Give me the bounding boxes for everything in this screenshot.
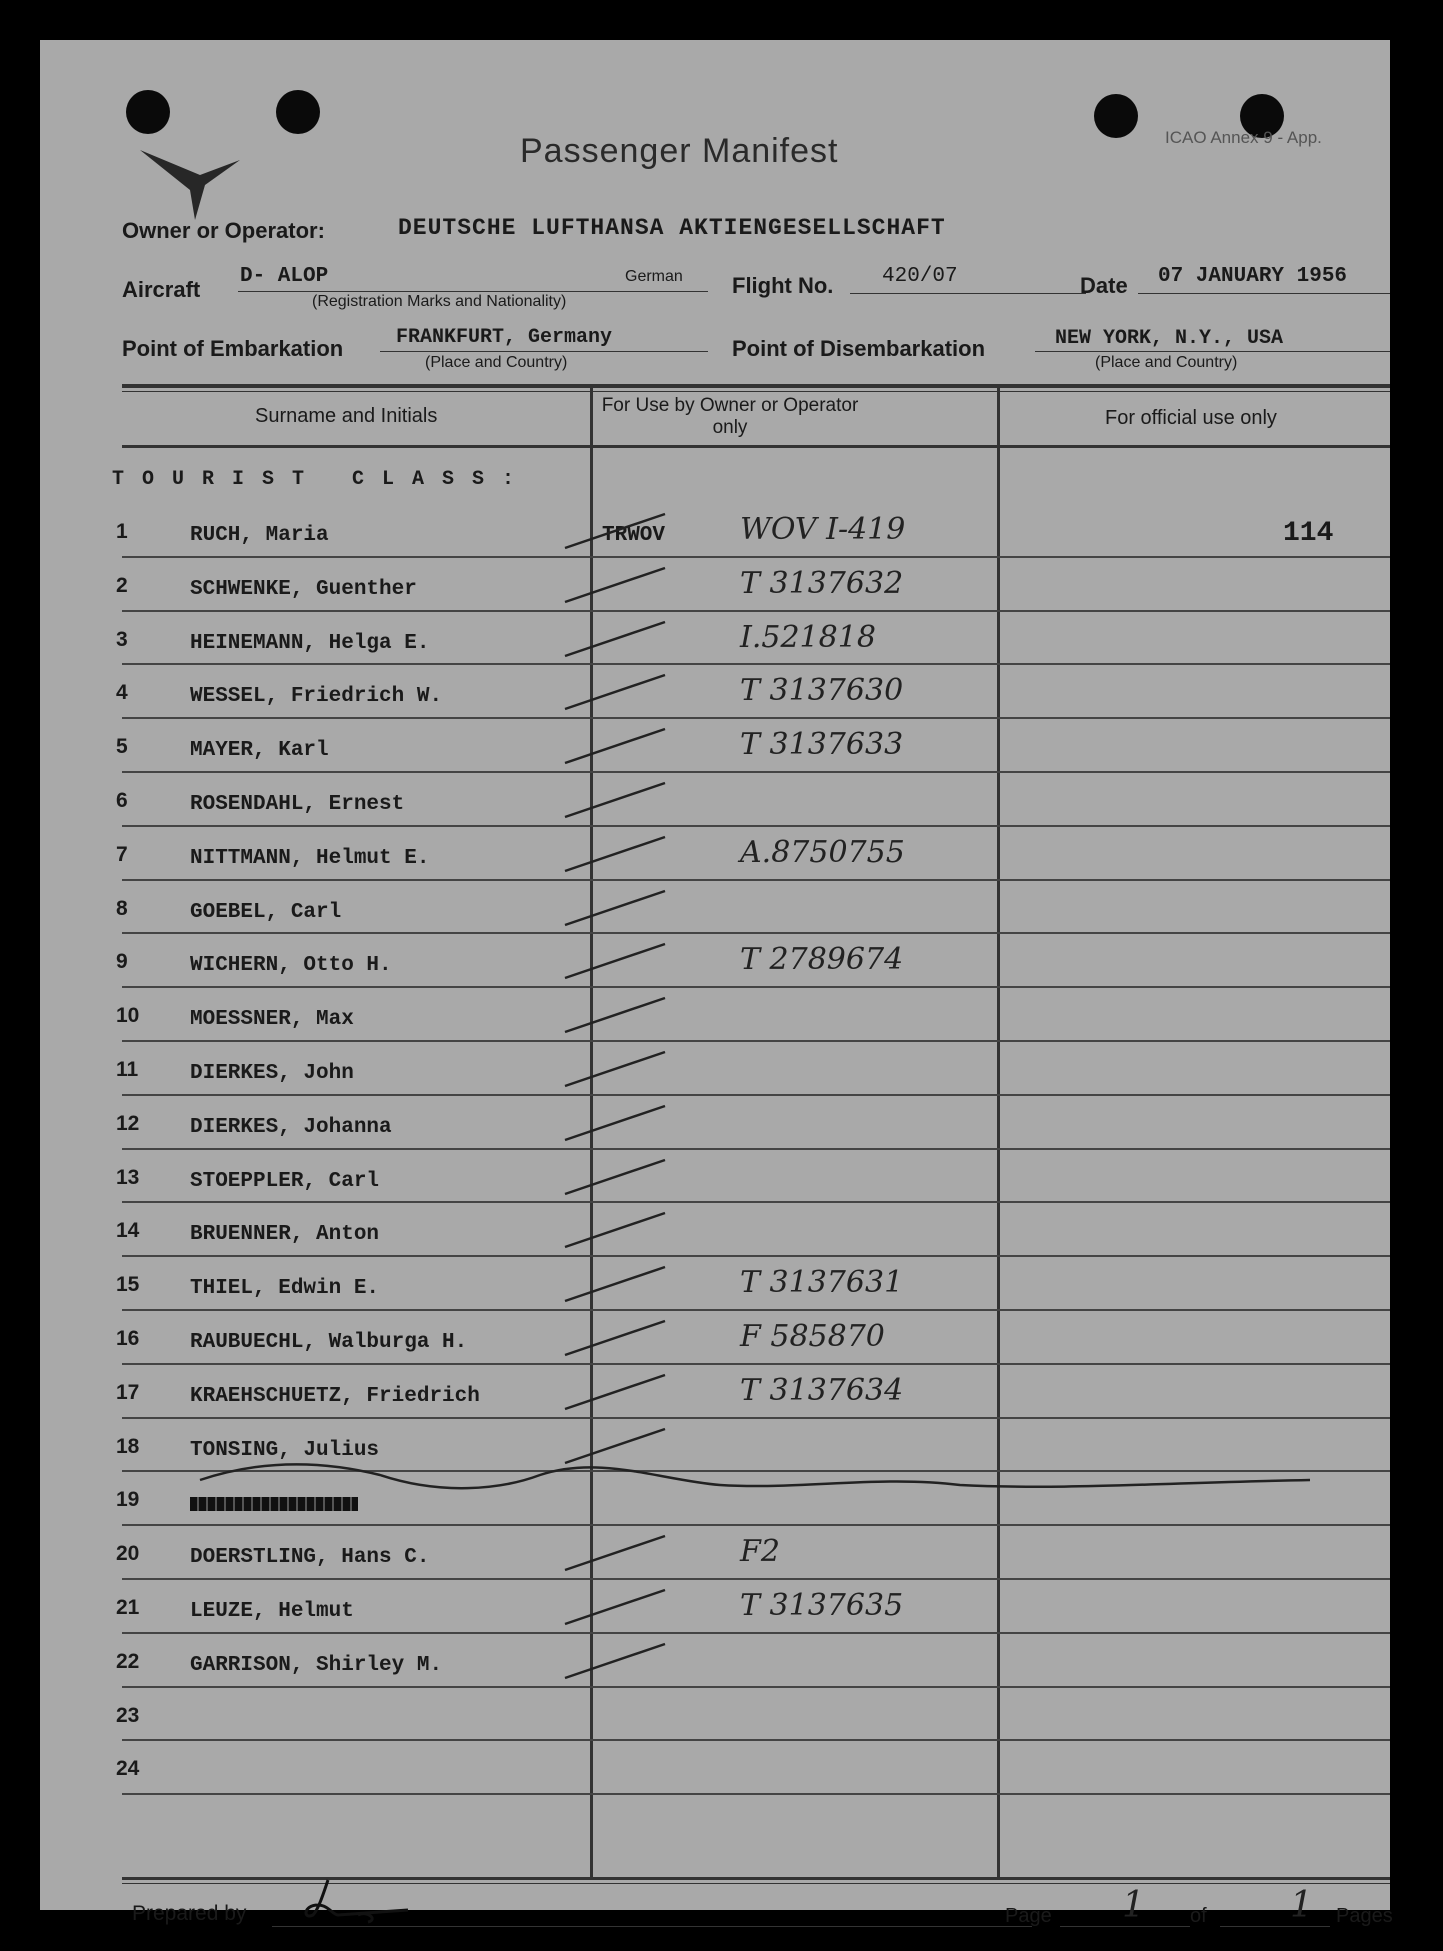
passport-number: T 3137635 [740, 1588, 904, 1623]
crane-logo-icon [130, 120, 250, 230]
row-divider [122, 1793, 1390, 1795]
punch-hole [1094, 94, 1138, 138]
row-number: 3 [116, 627, 128, 651]
row-divider [122, 717, 1390, 719]
row-number: 2 [116, 573, 128, 597]
strike-through-scribble [200, 1455, 1320, 1505]
row-number: 21 [116, 1596, 140, 1619]
row-divider [122, 1040, 1390, 1042]
passenger-name: BRUENNER, Anton [190, 1223, 380, 1247]
check-mark-icon [555, 560, 675, 610]
row-number: 22 [116, 1649, 140, 1673]
check-mark-icon [555, 829, 675, 879]
page-label: Page [1005, 1905, 1052, 1927]
disembarkation-label: Point of Disembarkation [732, 336, 986, 361]
aircraft-value: D- ALOP [240, 265, 329, 288]
aircraft-nationality: German [625, 268, 683, 285]
passenger-name: ROSENDAHL, Ernest [190, 793, 405, 816]
passport-number: T 3137630 [740, 673, 904, 709]
passenger-name: TONSING, Julius [190, 1438, 380, 1462]
check-mark-icon [555, 1367, 675, 1417]
preparer-signature [298, 1870, 418, 1930]
check-mark-icon [555, 883, 675, 933]
row-divider [122, 1201, 1390, 1203]
row-divider [122, 1148, 1390, 1150]
header-surname: Surname and Initials [255, 405, 438, 427]
row-divider [122, 771, 1390, 773]
embarkation-caption: (Place and Country) [425, 354, 568, 371]
header-official: For official use only [1105, 407, 1277, 429]
passport-number: T 3137631 [740, 1265, 904, 1301]
row-number: 4 [116, 681, 128, 705]
check-mark-icon [555, 667, 675, 717]
row-divider [122, 1094, 1390, 1096]
passport-number: I.521818 [740, 619, 876, 655]
check-mark-icon [555, 775, 675, 825]
passenger-name: DOERSTLING, Hans C. [190, 1546, 430, 1570]
date-label: Date [1080, 273, 1128, 298]
pages-label: Pages [1336, 1905, 1393, 1927]
check-mark-icon [555, 1259, 675, 1309]
row-number: 8 [116, 896, 128, 920]
row-divider [122, 879, 1390, 881]
row-divider [122, 825, 1390, 827]
row-divider [122, 1578, 1390, 1580]
disembarkation-value: NEW YORK, N.Y., USA [1055, 327, 1284, 350]
row-number: 18 [116, 1434, 140, 1458]
aircraft-label: Aircraft [122, 277, 201, 302]
passenger-name: KRAEHSCHUETZ, Friedrich [190, 1384, 480, 1408]
passport-number: A.8750755 [740, 834, 905, 870]
row-number: 5 [116, 735, 128, 759]
passport-number: F2 [740, 1534, 780, 1570]
date-value: 07 JANUARY 1956 [1158, 265, 1348, 288]
row-divider [122, 986, 1390, 988]
row-number: 6 [116, 789, 128, 812]
header-owner-use: For Use by Owner or Operator only [601, 395, 859, 438]
row-number: 1 [116, 520, 128, 543]
section-tourist-class: T O U R I S T C L A S S : [112, 468, 518, 491]
row-divider [122, 932, 1390, 934]
row-number: 12 [116, 1111, 140, 1135]
check-mark-icon [555, 1313, 675, 1363]
check-mark-icon [555, 506, 675, 556]
row-divider [122, 663, 1390, 665]
row-divider [122, 1309, 1390, 1311]
check-mark-icon [555, 1205, 675, 1255]
of-label: of [1190, 1905, 1207, 1927]
official-entry: 114 [1283, 518, 1334, 549]
check-mark-icon [555, 1636, 675, 1686]
row-number: 19 [116, 1488, 140, 1512]
passport-number: WOV I-419 [740, 512, 906, 547]
check-mark-icon [555, 936, 675, 986]
passenger-name: LEUZE, Helmut [190, 1600, 354, 1623]
check-mark-icon [555, 990, 675, 1040]
row-divider [122, 1524, 1390, 1526]
row-number: 7 [116, 842, 128, 866]
aircraft-caption: (Registration Marks and Nationality) [312, 293, 567, 310]
row-number: 24 [116, 1757, 140, 1781]
row-number: 17 [116, 1380, 140, 1404]
row-number: 11 [116, 1058, 139, 1081]
row-number: 15 [116, 1273, 140, 1297]
flight-value: 420/07 [882, 265, 958, 288]
owner-value: DEUTSCHE LUFTHANSA AKTIENGESELLSCHAFT [398, 215, 946, 241]
form-reference: ICAO Annex 9 - App. [1165, 128, 1322, 147]
passenger-name: RUCH, Maria [190, 524, 329, 547]
passenger-name: STOEPPLER, Carl [190, 1169, 380, 1193]
passport-number: T 3137634 [740, 1372, 904, 1408]
passenger-name: THIEL, Edwin E. [190, 1277, 380, 1301]
form-title: Passenger Manifest [520, 132, 839, 170]
of-value: 1 [1290, 1885, 1313, 1926]
embarkation-value: FRANKFURT, Germany [396, 326, 613, 349]
embarkation-label: Point of Embarkation [122, 336, 344, 361]
row-number: 14 [116, 1219, 140, 1243]
row-divider [122, 1739, 1390, 1741]
passenger-name: DIERKES, Johanna [190, 1115, 392, 1139]
check-mark-icon [555, 614, 675, 664]
prepared-by-label: Prepared by [132, 1902, 247, 1925]
check-mark-icon [555, 1528, 675, 1578]
check-mark-icon [555, 1152, 675, 1202]
passport-number: F 585870 [740, 1319, 885, 1354]
row-divider [122, 610, 1390, 612]
passport-number: T 2789674 [740, 942, 904, 978]
check-mark-icon [555, 1098, 675, 1148]
row-divider [122, 1363, 1390, 1365]
redacted-block [190, 1497, 358, 1511]
page-value: 1 [1122, 1885, 1145, 1926]
row-number: 10 [116, 1004, 140, 1028]
passenger-name: WICHERN, Otto H. [190, 954, 392, 978]
passport-number: T 3137633 [740, 727, 904, 763]
passenger-name: RAUBUECHL, Walburga H. [190, 1331, 468, 1354]
passenger-name: WESSEL, Friedrich W. [190, 685, 443, 709]
row-number: 16 [116, 1327, 140, 1350]
passenger-name: SCHWENKE, Guenther [190, 577, 417, 601]
check-mark-icon [555, 1044, 675, 1094]
passenger-name: NITTMANN, Helmut E. [190, 846, 430, 870]
row-divider [122, 1255, 1390, 1257]
passenger-name: GARRISON, Shirley M. [190, 1653, 443, 1677]
row-number: 23 [116, 1703, 140, 1727]
check-mark-icon [555, 1582, 675, 1632]
operator-code: TRWOV [602, 524, 666, 547]
row-number: 9 [116, 950, 128, 974]
manifest-sheet [40, 40, 1393, 1927]
row-divider [122, 1417, 1390, 1419]
row-number: 20 [116, 1542, 140, 1566]
check-mark-icon [555, 721, 675, 771]
row-number: 13 [116, 1165, 140, 1189]
row-divider [122, 556, 1390, 558]
passenger-name: HEINEMANN, Helga E. [190, 631, 430, 655]
passenger-name: MAYER, Karl [190, 739, 329, 763]
row-divider [122, 1632, 1390, 1634]
owner-label: Owner or Operator: [122, 218, 325, 243]
passenger-name: MOESSNER, Max [190, 1008, 354, 1032]
flight-label: Flight No. [732, 273, 834, 298]
row-divider [122, 1686, 1390, 1688]
passenger-name: GOEBEL, Carl [190, 900, 342, 924]
disembarkation-caption: (Place and Country) [1095, 354, 1238, 371]
passenger-name: DIERKES, John [190, 1062, 354, 1085]
punch-hole [276, 90, 320, 134]
passport-number: T 3137632 [740, 565, 904, 601]
